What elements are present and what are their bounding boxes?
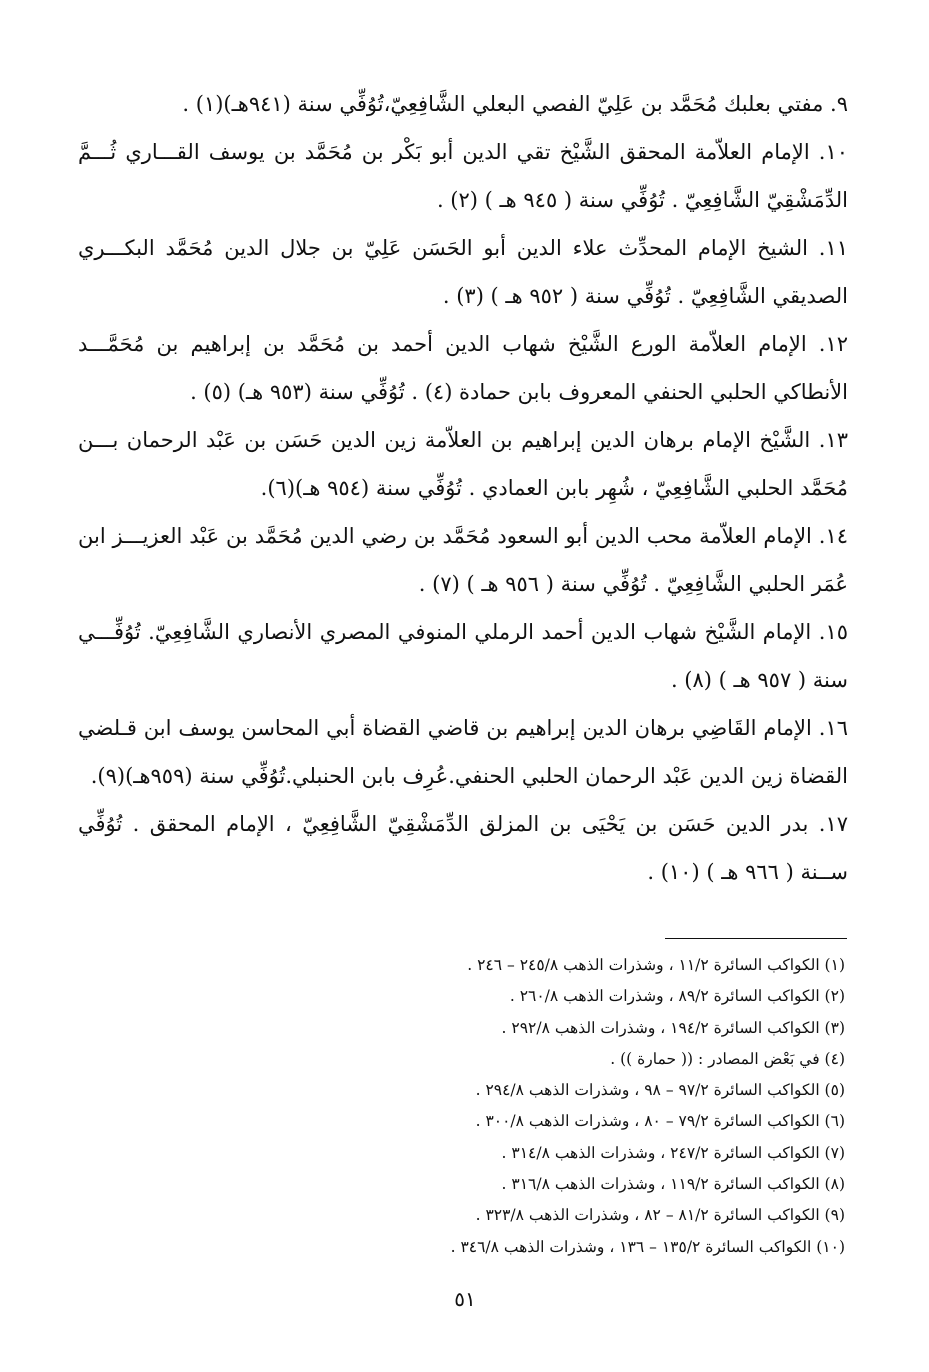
entry-10: ١٠. الإمام العلاّمة المحقق الشَّيْخ تقي الدين أبو بَكْر بن مُحَمَّد بن يوسف القـــاري ثُـــمَّ الدِّمَشْقِيّ الشَّافِعِيّ . تُوُفِّي سنة ( ٩٤٥ هـ ) (٢) .: [78, 140, 848, 212]
page-number: ٥١: [454, 1287, 476, 1311]
entry-11: ١١. الشيخ الإمام المحدِّث علاء الدين أبو الحَسَن عَلِيّ بن جلال الدين مُحَمَّد البكـــري الصديقي الشَّافِعِيّ . تُوُفِّي سنة ( ٩٥٢ هـ ) (٣) .: [78, 236, 848, 308]
footnote-8: (٨) الكواكب السائرة ١١٩/٢ ، وشذرات الذهب ٣١٦/٨ .: [501, 1175, 845, 1194]
footnote-9: (٩) الكواكب السائرة ٨١/٢ – ٨٢ ، وشذرات الذهب ٣٢٣/٨ .: [475, 1206, 845, 1225]
footnote-divider: [665, 938, 847, 939]
footnote-4: (٤) في بَعْض المصادر : (( حمارة )) .: [610, 1049, 845, 1068]
footnote-1: (١) الكواكب السائرة ١١/٢ ، وشذرات الذهب ٢٤٥/٨ – ٢٤٦ .: [467, 956, 845, 974]
entry-12: ١٢. الإمام العلاّمة الورع الشَّيْخ شهاب الدين أحمد بن مُحَمَّد بن إبراهيم بن مُحَمَّـــد الأنطاكي الحلبي الحنفي المعروف بابن حمادة (٤) . تُوُفِّي سنة (٩٥٣ هـ) (٥) .: [78, 332, 848, 404]
footnotes: [300, 950, 845, 1263]
entry-16: ١٦. الإمام القَاضِي برهان الدين إبراهيم بن قاضي القضاة أبي المحاسن يوسف ابن قـلضي القضاة زين الدين عَبْد الرحمان الحلبي الحنفي.عُرِف بابن الحنبلي.تُوُفِّي سنة (٩٥٩هـ)(٩).: [78, 716, 848, 788]
entry-13: ١٣. الشَّيْخ الإمام برهان الدين إبراهيم بن العلاّمة زين الدين حَسَن بن عَبْد الرحمان بـــن مُحَمَّد الحلبي الشَّافِعِيّ ، شُهِر بابن العمادي . تُوُفِّي سنة (٩٥٤ هـ)(٦).: [78, 428, 848, 500]
main-text: [78, 80, 848, 896]
entry-17: ١٧. بدر الدين حَسَن بن يَحْيَى بن المزلق الدِّمَشْقِيّ الشَّافِعِيّ ، الإمام المحقق . تُوُفِّي ســنة ( ٩٦٦ هـ ) (١٠) .: [78, 812, 848, 884]
footnote-6: (٦) الكواكب السائرة ٧٩/٢ – ٨٠ ، وشذرات الذهب ٣٠٠/٨ .: [475, 1112, 845, 1131]
entry-9: ٩. مفتي بعلبك مُحَمَّد بن عَلِيّ الفصي البعلي الشَّافِعِيّ،تُوُفِّي سنة (٩٤١هـ)(١) .: [182, 92, 848, 116]
footnote-2: (٢) الكواكب السائرة ٨٩/٢ ، وشذرات الذهب ٢٦٠/٨ .: [509, 987, 845, 1006]
footnote-7: (٧) الكواكب السائرة ٢٤٧/٢ ، وشذرات الذهب ٣١٤/٨ .: [501, 1143, 845, 1162]
entry-15: ١٥. الإمام الشَّيْخ شهاب الدين أحمد الرملي المنوفي المصري الأنصاري الشَّافِعِيّ. تُوُفِّـــي سنة ( ٩٥٧ هـ ) (٨) .: [78, 620, 848, 692]
footnote-5: (٥) الكواكب السائرة ٩٧/٢ – ٩٨ ، وشذرات الذهب ٢٩٤/٨ .: [475, 1081, 845, 1100]
entry-14: ١٤. الإمام العلاّمة محب الدين أبو السعود مُحَمَّد بن رضي الدين مُحَمَّد بن عَبْد العزيـــز ابن عُمَر الحلبي الشَّافِعِيّ . تُوُفِّي سنة ( ٩٥٦ هـ ) (٧) .: [78, 524, 848, 596]
footnote-3: (٣) الكواكب السائرة ١٩٤/٢ ، وشذرات الذهب ٢٩٢/٨ .: [501, 1018, 845, 1037]
footnote-10: (١٠) الكواكب السائرة ١٣٥/٢ – ١٣٦ ، وشذرات الذهب ٣٤٦/٨ .: [450, 1237, 845, 1256]
